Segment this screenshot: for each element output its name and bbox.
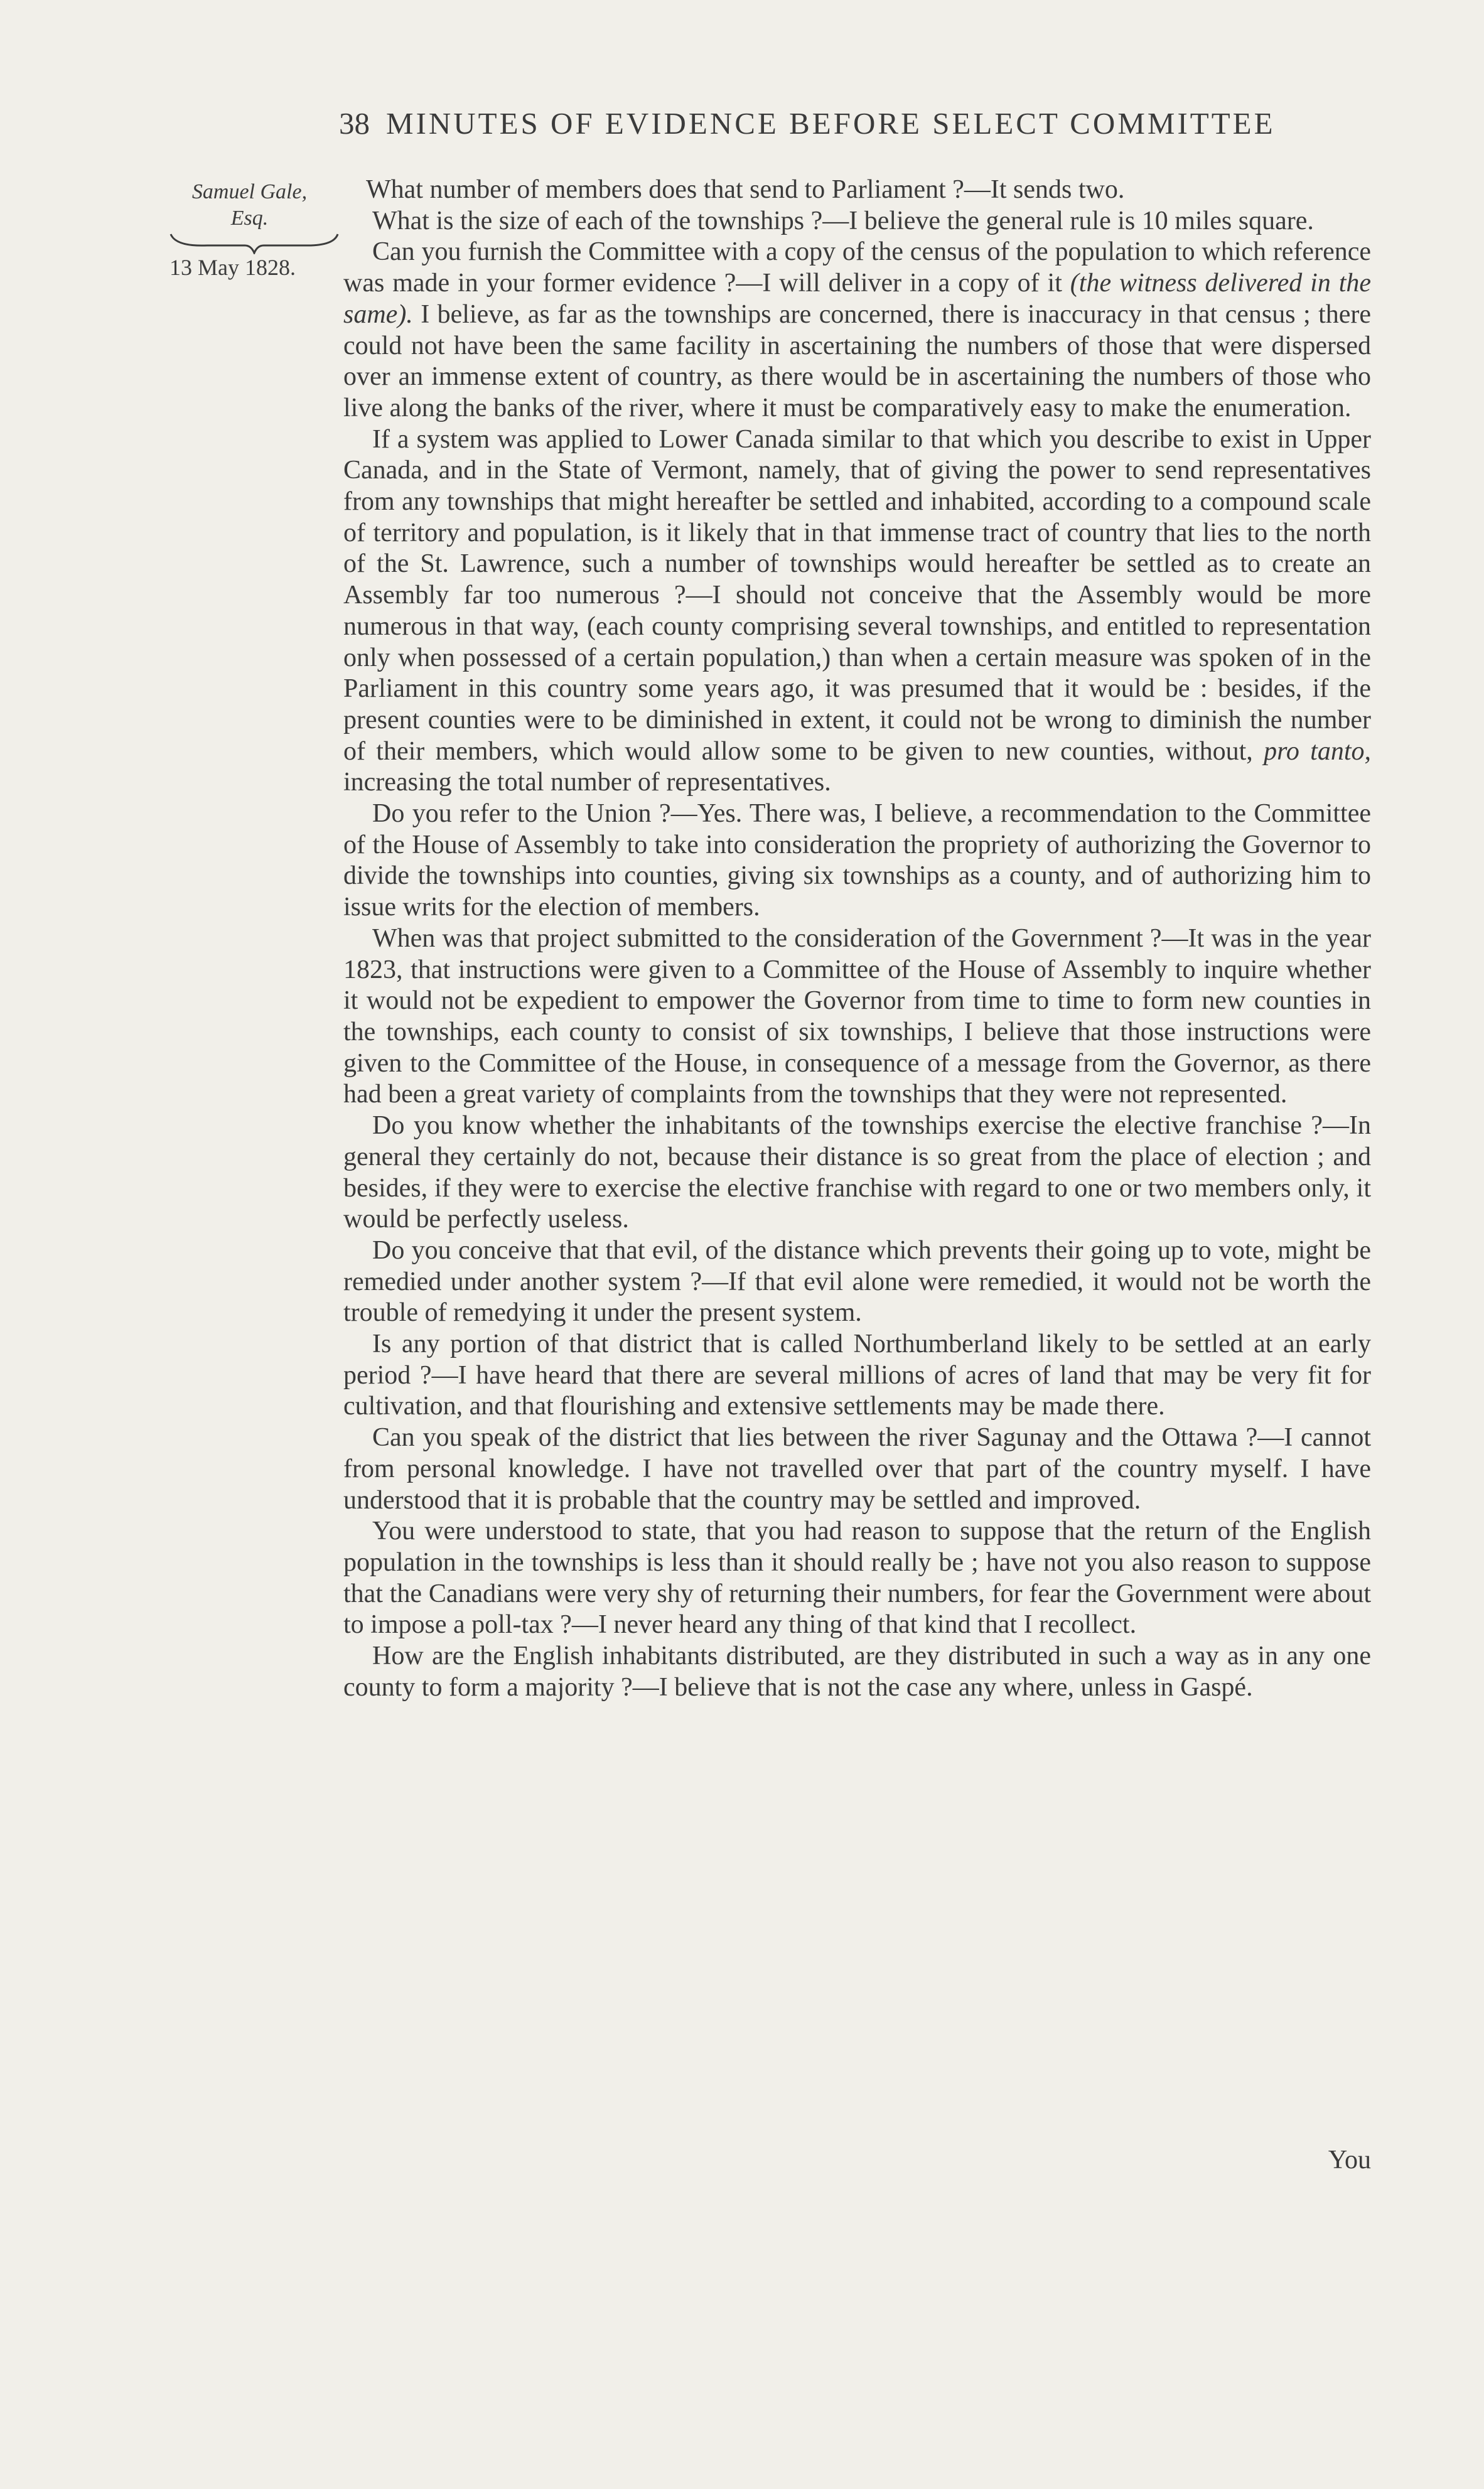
page-header — [339, 105, 1375, 141]
witness-delivered-note: (the witness delivered in the same). — [343, 269, 1372, 329]
paragraph-11: You were understood to state, that you had reason to suppose that the return of the English population in the townships is less than it should really be ; have not you also reason to suppose that the Canadians were very shy of returning their numbers, for fear the Government were about to impose a poll-tax ?—I never heard any thing of that kind that I recollect. — [343, 1517, 1371, 1640]
margin-date: 13 May 1828. — [169, 255, 296, 280]
witness-name: Samuel Gale, — [191, 180, 308, 203]
paragraph-2: What is the size of each of the townships ?—I believe the general rule is 10 miles square. — [372, 206, 1314, 235]
paragraph-3-text: Can you furnish the Committee with a copy of the census of the population to which reference was made in your former evidence ?—I will deliver in a copy of it — [343, 237, 1371, 298]
paragraph-10: Can you speak of the district that lies between the river Sagunay and the Ottawa ?—I cannot from personal knowledge. I have not travelled over that part of the country myself. I have understood that it is probable that the country may be settled and improved. — [343, 1423, 1371, 1515]
paragraph-4-text: If a system was applied to Lower Canada similar to that which you describe to exist in Upper Canada, and in the State of Vermont, namely, that of giving the power to send representatives from any townships that might hereafter be settled and inhabited, according to a compound scale of territory and population, is it likely that in that immense tract of country that lies to the north of the St. Lawrence, such a number of townships would hereafter be settled as to create an Assembly far too numerous ?—I should not conceive that the Assembly would be more numerous in that way, (each county comprising several townships, and entitled to representation only when possessed of a certain population,) than when a certain measure was spoken of in the Parliament in this country some years ago, it was presumed that it would be : besides, if the present counties were to be diminished in extent, it could not be wrong to diminish the number of their members, which would allow some to be given to new counties, without, — [343, 424, 1371, 766]
paragraph-4-continued: increasing the total number of representatives. — [343, 768, 831, 797]
paragraph-6: When was that project submitted to the consideration of the Government ?—It was in the year 1823, that instructions were given to a Committee of the House of Assembly to inquire whether it would not be expedient to empower the Governor from time to time to form new counties in the townships, each county to consist of six townships, I believe that those instructions were given to the Committee of the House, in consequence of a message from the Governor, as there had been a great variety of complaints from the townships that they were not represented. — [343, 923, 1371, 1109]
page-number: 38 — [339, 106, 370, 141]
running-title: MINUTES OF EVIDENCE BEFORE SELECT COMMITTEE — [386, 106, 1276, 141]
paragraph-9: Is any portion of that district that is called Northumberland likely to be settled at an early period ?—I have heard that there are several millions of acres of land that may be very fit for cultivation, and that flourishing and extensive settlements may be made there. — [343, 1330, 1371, 1421]
witness-title: Esq. — [230, 207, 269, 230]
paragraph-4 — [343, 424, 1371, 798]
paragraph-5: Do you refer to the Union ?—Yes. There was, I believe, a recommendation to the Committee of the House of Assembly to take into consideration the propriety of authorizing the Governor to divide the townships into counties, giving six townships as a county, and of authorizing him to issue writs for the election of members. — [343, 799, 1371, 922]
pro-tanto-phrase: pro tanto, — [1264, 736, 1372, 766]
brace-icon — [169, 232, 339, 254]
paragraph-7: Do you know whether the inhabitants of the townships exercise the elective franchise ?—In general they certainly do not, because their distance is so great from the place of election ; and besides, if they were to exercise the elective franchise with regard to one or two members only, it would be perfectly useless. — [343, 1111, 1371, 1234]
paragraph-8: Do you conceive that that evil, of the distance which prevents their going up to vote, might be remedied under another system ?—If that evil alone were remedied, it would not be worth the trouble of remedying it under the present system. — [343, 1235, 1371, 1328]
margin-note — [169, 179, 352, 281]
body-text — [343, 175, 1371, 1703]
paragraph-1: What number of members does that send to Parliament ?—It sends two. — [366, 175, 1125, 204]
paragraph-12: How are the English inhabitants distributed, are they distributed in such a way as in any one county to form a majority ?—I believe that is not the case any where, unless in Gaspé. — [343, 1642, 1371, 1702]
paragraph-3 — [343, 237, 1371, 424]
paragraph-3-continued: I believe, as far as the townships are concerned, there is inaccuracy in that census ; there could not have been the same facility in ascertaining the numbers of those that were dispersed over an immense extent of country, as there would be in ascertaining the numbers of those who live along the banks of the river, where it must be comparatively easy to make the enumeration. — [343, 299, 1372, 422]
catchword: You — [1328, 2146, 1371, 2175]
